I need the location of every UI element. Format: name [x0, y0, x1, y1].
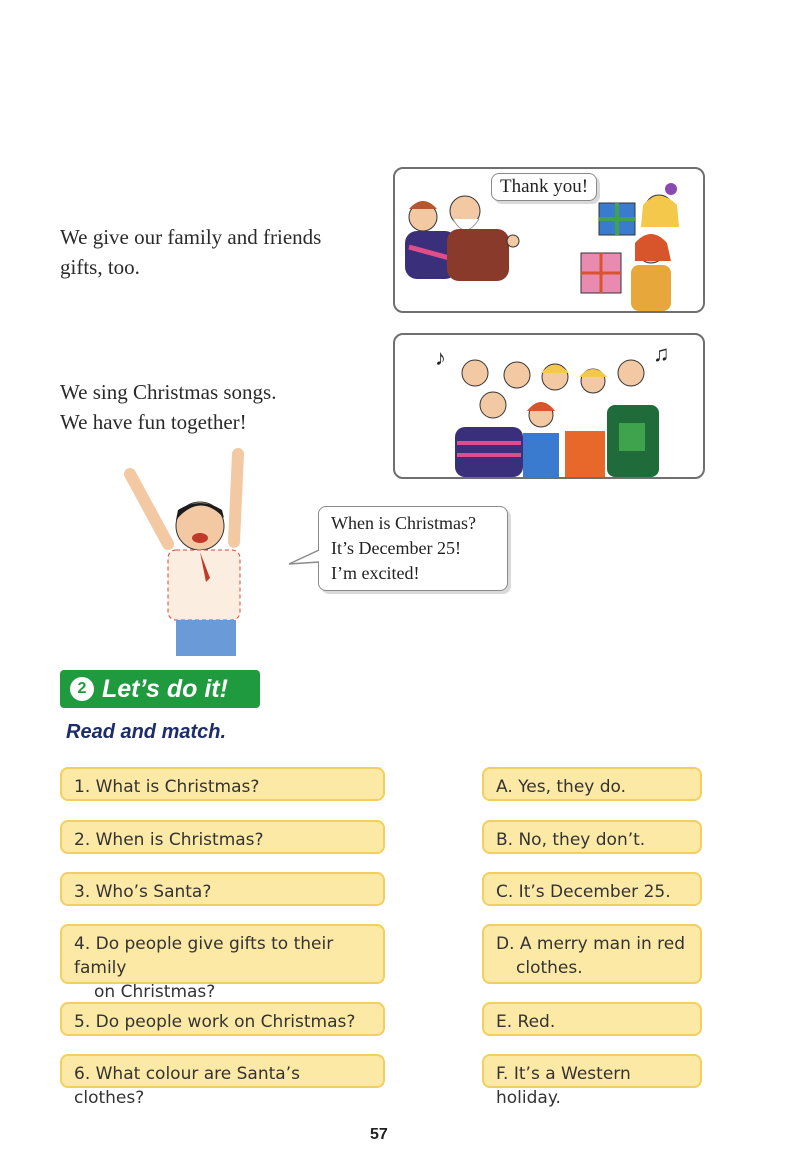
- instruction: Read and match.: [66, 721, 227, 743]
- answer-text-line1: D. A merry man in red: [496, 934, 686, 954]
- scene1-text-line2: gifts, too.: [60, 255, 140, 279]
- answer-text: E. Red.: [496, 1012, 556, 1032]
- question-text: 1. What is Christmas?: [74, 777, 260, 797]
- question-item[interactable]: [60, 872, 385, 906]
- question-text: 5. Do people work on Christmas?: [74, 1012, 356, 1032]
- question-item[interactable]: [60, 820, 385, 854]
- answer-item[interactable]: [482, 1002, 702, 1036]
- answer-text-line2: clothes.: [516, 958, 583, 978]
- answer-item[interactable]: [482, 924, 702, 984]
- boy-speech-bubble: [318, 506, 508, 591]
- thank-you-text: Thank you!: [500, 176, 589, 197]
- answer-text: B. No, they don’t.: [496, 830, 646, 850]
- question-text: 2. When is Christmas?: [74, 830, 264, 850]
- question-item[interactable]: [60, 1002, 385, 1036]
- scene1-text-line1: We give our family and friends: [60, 225, 322, 249]
- excited-boy-drawing: [110, 444, 270, 656]
- boy-bubble-line1: When is Christmas?: [331, 513, 476, 533]
- singing-illustration: [393, 333, 705, 479]
- question-text: 3. Who’s Santa?: [74, 882, 212, 902]
- gift-giving-illustration: [393, 167, 705, 313]
- answer-item[interactable]: [482, 767, 702, 801]
- answer-item[interactable]: [482, 820, 702, 854]
- question-item[interactable]: [60, 767, 385, 801]
- answer-text: A. Yes, they do.: [496, 777, 627, 797]
- boy-bubble-line3: I’m excited!: [331, 563, 420, 583]
- page-number: 57: [370, 1126, 388, 1143]
- question-text-line1: 4. Do people give gifts to their family: [74, 934, 334, 978]
- question-item[interactable]: [60, 1054, 385, 1108]
- question-text-line2: on Christmas?: [94, 982, 216, 1002]
- scene2-text: [60, 377, 276, 437]
- thank-you-bubble: [491, 173, 597, 201]
- answer-item[interactable]: [482, 1054, 702, 1108]
- question-item[interactable]: [60, 924, 385, 1002]
- answer-text: C. It’s December 25.: [496, 882, 671, 902]
- answer-item[interactable]: [482, 872, 702, 906]
- section-number: 2: [70, 677, 94, 701]
- music-note-icon: ♪: [435, 345, 446, 370]
- section-title: Let’s do it!: [102, 674, 228, 703]
- music-note-icon: ♫: [653, 341, 670, 366]
- question-text: 6. What colour are Santa’s clothes?: [74, 1064, 300, 1108]
- boy-bubble-line2: It’s December 25!: [331, 538, 461, 558]
- bubble-tail: [287, 548, 321, 568]
- answer-text: F. It’s a Western holiday.: [496, 1064, 631, 1108]
- scene1-text: [60, 222, 321, 282]
- section-header: [60, 670, 260, 708]
- scene2-text-line2: We have fun together!: [60, 410, 247, 434]
- boy-illustration: [110, 444, 270, 656]
- singing-scene-drawing: [395, 335, 703, 477]
- scene2-text-line1: We sing Christmas songs.: [60, 380, 277, 404]
